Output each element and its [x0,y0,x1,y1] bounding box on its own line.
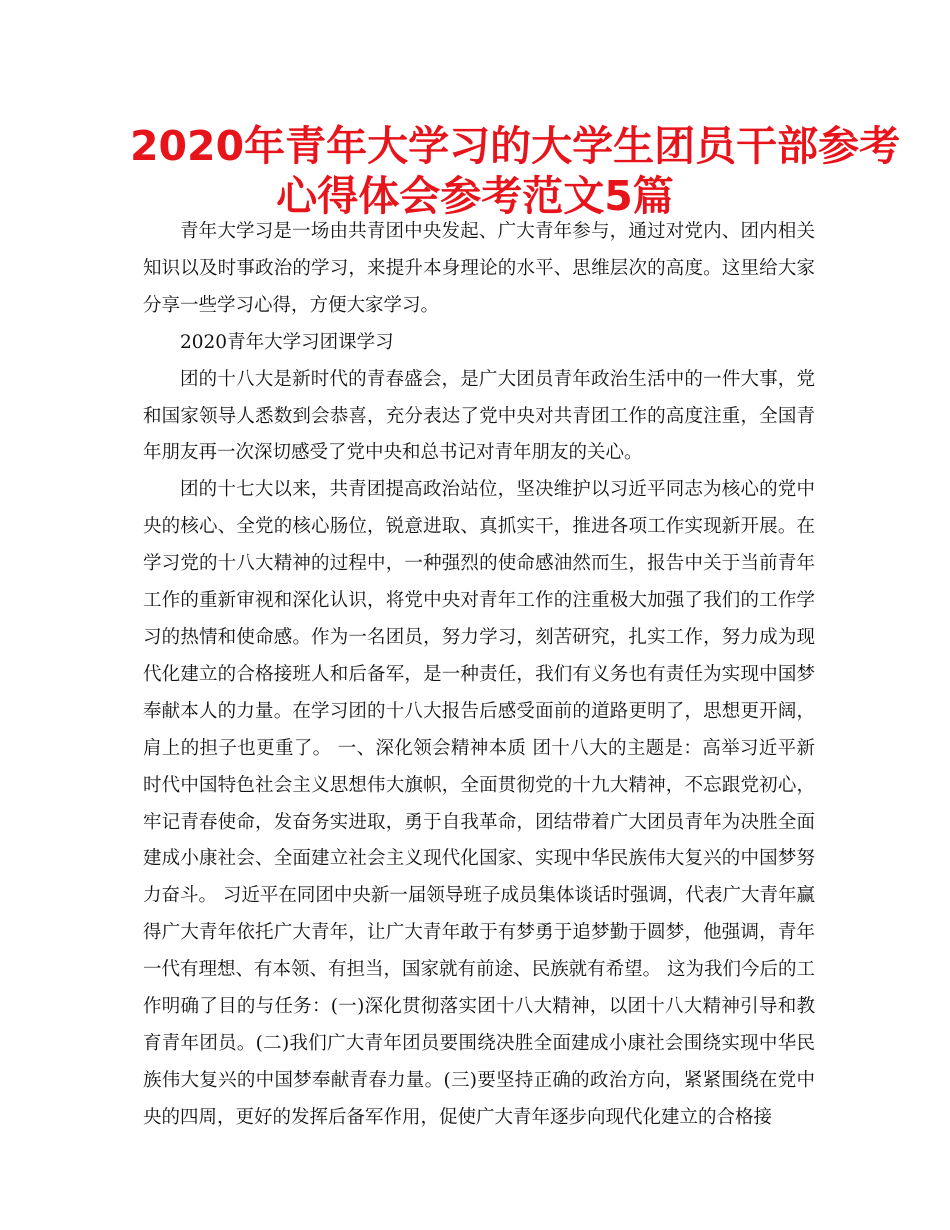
document-body [143,214,815,1137]
body-paragraph: 团的十八大是新时代的青春盛会，是广大团员青年政治生活中的一件大事，党和国家领导人悉数到会恭喜，充分表达了党中央对共青团工作的高度注重，全国青年朋友再一次深切感受了党中央和总书记对青年朋友的关心。 [143,368,815,464]
document-title-line-1: 2020年青年大学习的大学生团员干部参考 [130,122,901,170]
body-paragraph: 团的十七大以来，共青团提高政治站位，坚决维护以习近平同志为核心的党中央的核心、全党的核心肠位，锐意进取、真抓实干，推进各项工作实现新开展。在学习党的十八大精神的过程中，一种强烈的使命感油然而生，报告中关于当前青年工作的重新审视和深化认识，将党中央对青年工作的注重极大加强了我们的工作学习的热情和使命感。作为一名团员，努力学习，刻苦研究，扎实工作，努力成为现代化建立的合格接班人和后备军，是一种责任，我们有义务也有责任为实现中国梦奉献本人的力量。在学习团的十八大报告后感受面前的道路更明了，思想更开阔，肩上的担子也更重了。 一、深化领会精神本质 团十八大的主题是：高举习近平新时代中国特色社会主义思想伟大旗帜，全面贯彻党的十九大精神，不忘跟党初心，牢记青春使命，发奋务实进取，勇于自我革命，团结带着广大团员青年为决胜全面建成小康社会、全面建立社会主义现代化国家、实现中华民族伟大复兴的中国梦努力奋斗。 习近平在同团中央新一届领导班子成员集体谈话时强调，代表广大青年赢得广大青年依托广大青年，让广大青年敢于有梦勇于追梦勤于圆梦，他强调，青年一代有理想、有本领、有担当，国家就有前途、民族就有希望。 这为我们今后的工作明确了目的与任务：(一)深化贯彻落实团十八大精神，以团十八大精神引导和教育青年团员。(二)我们广大青年团员要围绕决胜全面建成小康社会围绕实现中华民族伟大复兴的中国梦奉献青春力量。(三)要坚持正确的政治方向，紧紧围绕在党中央的四周，更好的发挥后备军作用，促使广大青年逐步向现代化建立的合格接 [143,479,815,1128]
document-title-line-2: 心得体会参考范文5篇 [276,172,674,220]
intro-paragraph: 青年大学习是一场由共青团中央发起、广大青年参与，通过对党内、团内相关知识以及时事政治的学习，来提升本身理论的水平、思维层次的高度。这里给大家分享一些学习心得，方便大家学习。 [143,221,815,316]
section-heading: 2020青年大学习团课学习 [180,331,394,353]
